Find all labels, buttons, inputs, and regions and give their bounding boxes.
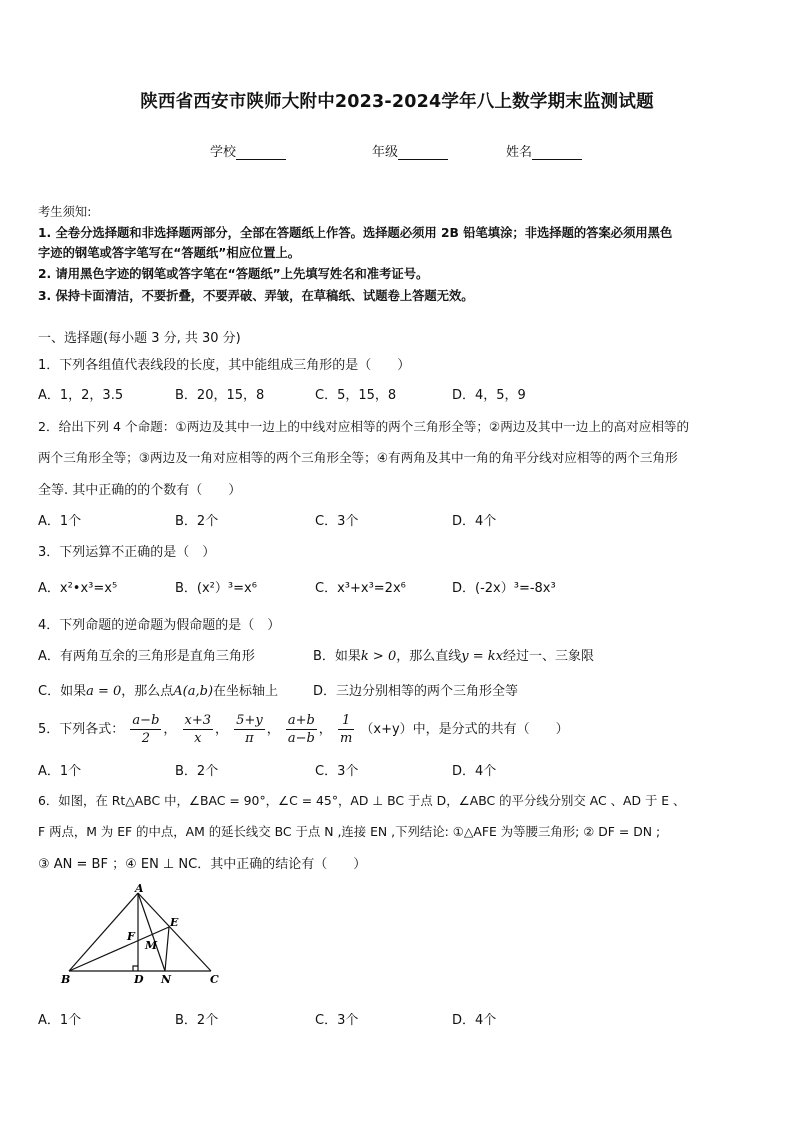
q5-fraction-2 <box>183 712 214 747</box>
q1-option-b[interactable]: B．20，15，8 <box>175 388 265 403</box>
q6-option-a[interactable]: A．1个 <box>38 1013 82 1028</box>
notice-item-2: 2. 请用黑色字迹的钢笔或答字笔在“答题纸”上先填写姓名和准考证号。 <box>38 267 429 281</box>
q5-fraction-4 <box>286 712 317 747</box>
q5-fraction-3-num: 5+y <box>236 713 263 728</box>
label-a: A <box>135 883 144 895</box>
q4-stem: 4．下列命题的逆命题为假命题的是（ ） <box>38 618 281 633</box>
q1-option-d[interactable]: D．4，5，9 <box>452 388 526 403</box>
q6-option-d[interactable]: D．4个 <box>452 1013 497 1028</box>
q2-option-c[interactable]: C．3个 <box>315 514 359 529</box>
grade-field[interactable] <box>372 141 448 160</box>
segment-en <box>165 927 169 971</box>
grade-label: 年级 <box>372 145 399 160</box>
right-angle-mark <box>133 966 138 971</box>
q5-option-c[interactable]: C．3个 <box>315 764 359 779</box>
q3-option-b[interactable]: B．(x²）³=x⁶ <box>175 581 257 596</box>
q5-fraction-5 <box>338 712 354 747</box>
label-c: C <box>210 973 219 986</box>
label-e: E <box>170 916 179 929</box>
q5-fraction-1-den: 2 <box>141 731 151 746</box>
q1-stem: 1．下列各组值代表线段的长度，其中能组成三角形的是（ ） <box>38 358 411 373</box>
q5-option-a[interactable]: A．1个 <box>38 764 82 779</box>
q4-option-b-cond: k > 0 <box>360 649 397 664</box>
segment-an <box>138 893 165 971</box>
q5-fraction-2-den: x <box>194 731 202 746</box>
school-field[interactable] <box>210 141 286 160</box>
q6-triangle-figure <box>55 883 230 988</box>
q5-fraction-4-num: a+b <box>287 713 315 728</box>
q4-option-c-mid: ，那么点 <box>121 684 174 699</box>
q6-line-3: ③ AN = BF ；④ EN ⊥ NC．其中正确的结论有（ ） <box>38 857 367 872</box>
q2-option-a[interactable]: A．1个 <box>38 514 82 529</box>
q3-stem: 3．下列运算不正确的是（ ） <box>38 545 216 560</box>
q3-option-c[interactable]: C．x³+x³=2x⁶ <box>315 581 406 596</box>
q5-fraction-3-den: π <box>245 731 254 746</box>
label-m: M <box>145 939 158 952</box>
q4-option-b[interactable] <box>313 645 594 664</box>
school-blank[interactable] <box>236 146 286 160</box>
q4-option-c[interactable] <box>38 680 278 699</box>
q4-option-c-cond: a = 0 <box>86 684 122 699</box>
q1-option-c[interactable]: C．5，15，8 <box>315 388 397 403</box>
notice-item-3: 3. 保持卡面清洁，不要折叠，不要弄破、弄皱，在草稿纸、试题卷上答题无效。 <box>38 289 474 303</box>
section-heading: 一、选择题(每小题 3 分, 共 30 分) <box>38 331 241 346</box>
q4-option-a[interactable]: A．有两角互余的三角形是直角三角形 <box>38 649 255 664</box>
name-field[interactable] <box>506 141 582 160</box>
page-title: 陕西省西安市陕师大附中2023-2024学年八上数学期末监测试题 <box>140 92 654 112</box>
segment-ac <box>138 893 211 971</box>
q4-option-b-pre: B．如果 <box>313 649 361 664</box>
school-label: 学校 <box>210 145 237 160</box>
notice-item-1-cont: 字迹的钢笔或答字笔写在“答题纸”相应位置上。 <box>38 246 301 260</box>
q4-option-b-mid: ，那么直线 <box>396 649 462 664</box>
label-d: D <box>134 973 144 986</box>
q5-fraction-2-num: x+3 <box>184 713 212 728</box>
q4-option-c-post: 在坐标轴上 <box>213 684 279 699</box>
q5-option-d[interactable]: D．4个 <box>452 764 497 779</box>
name-blank[interactable] <box>532 146 582 160</box>
q3-option-d[interactable]: D．(-2x）³=-8x³ <box>452 581 556 596</box>
q5-pre: 5．下列各式： <box>38 722 125 737</box>
label-f: F <box>127 930 135 943</box>
q6-option-b[interactable]: B．2个 <box>175 1013 219 1028</box>
q6-line-1: 6．如图，在 Rt△ABC 中，∠BAC = 90°，∠C = 45°，AD ⊥ BC 于点 D，∠ABC 的平分线分别交 AC 、AD 于 E 、 <box>38 793 686 808</box>
q2-option-d[interactable]: D．4个 <box>452 514 497 529</box>
label-n: N <box>161 973 172 986</box>
q5-fraction-5-den: m <box>339 731 353 746</box>
q6-line-2: F 两点，M 为 EF 的中点，AM 的延长线交 BC 于点 N ,连接 EN ,下列结论: ①△AFE 为等腰三角形; ② DF = DN ; <box>38 824 661 839</box>
q4-option-b-post: 经过一、三象限 <box>502 649 594 664</box>
q4-option-b-line: y = kx <box>461 649 503 664</box>
q4-option-c-point: A(a,b) <box>173 684 214 699</box>
q5-fraction-5-num: 1 <box>338 712 354 730</box>
q1-option-a[interactable]: A．1，2，3.5 <box>38 388 124 403</box>
q6-option-c[interactable]: C．3个 <box>315 1013 359 1028</box>
q5-post: （x+y）中，是分式的共有（ ） <box>360 722 569 737</box>
q5-fraction-3 <box>234 712 265 747</box>
q2-line-1: 2．给出下列 4 个命题：①两边及其中一边上的中线对应相等的两个三角形全等；②两边及其中一边上的高对应相等的 <box>38 419 690 434</box>
label-b: B <box>61 973 71 986</box>
name-label: 姓名 <box>506 145 533 160</box>
q2-option-b[interactable]: B．2个 <box>175 514 219 529</box>
q5-fraction-1 <box>130 712 161 747</box>
q5-fraction-1-num: a−b <box>132 713 160 728</box>
q3-option-a[interactable]: A．x²•x³=x⁵ <box>38 581 118 596</box>
q2-line-3: 全等. 其中正确的的个数有（ ） <box>38 483 242 498</box>
q4-option-c-pre: C．如果 <box>38 684 87 699</box>
q2-line-2: 两个三角形全等；③两边及一角对应相等的两个三角形全等；④有两角及其中一角的角平分线对应相等的两个三角形 <box>38 450 678 465</box>
grade-blank[interactable] <box>398 146 448 160</box>
notice-heading: 考生须知: <box>38 205 92 219</box>
q5-stem: 5．下列各式： $\frac{a-b}{2}$ ， $\frac{x+3}{x}$ ， $\frac{5+y}{\pi}$ ， $\frac{a+b}{a-b}$ ， $\frac{1}{m}$ （x+y）中，是分式的共有（ ） <box>38 713 569 746</box>
q4-option-d[interactable]: D．三边分别相等的两个三角形全等 <box>313 684 519 699</box>
q5-fraction-4-den: a−b <box>287 731 315 746</box>
q5-option-b[interactable]: B．2个 <box>175 764 219 779</box>
notice-item-1: 1. 全卷分选择题和非选择题两部分，全部在答题纸上作答。选择题必须用 2B 铅笔填涂；非选择题的答案必须用黑色 <box>38 226 673 240</box>
